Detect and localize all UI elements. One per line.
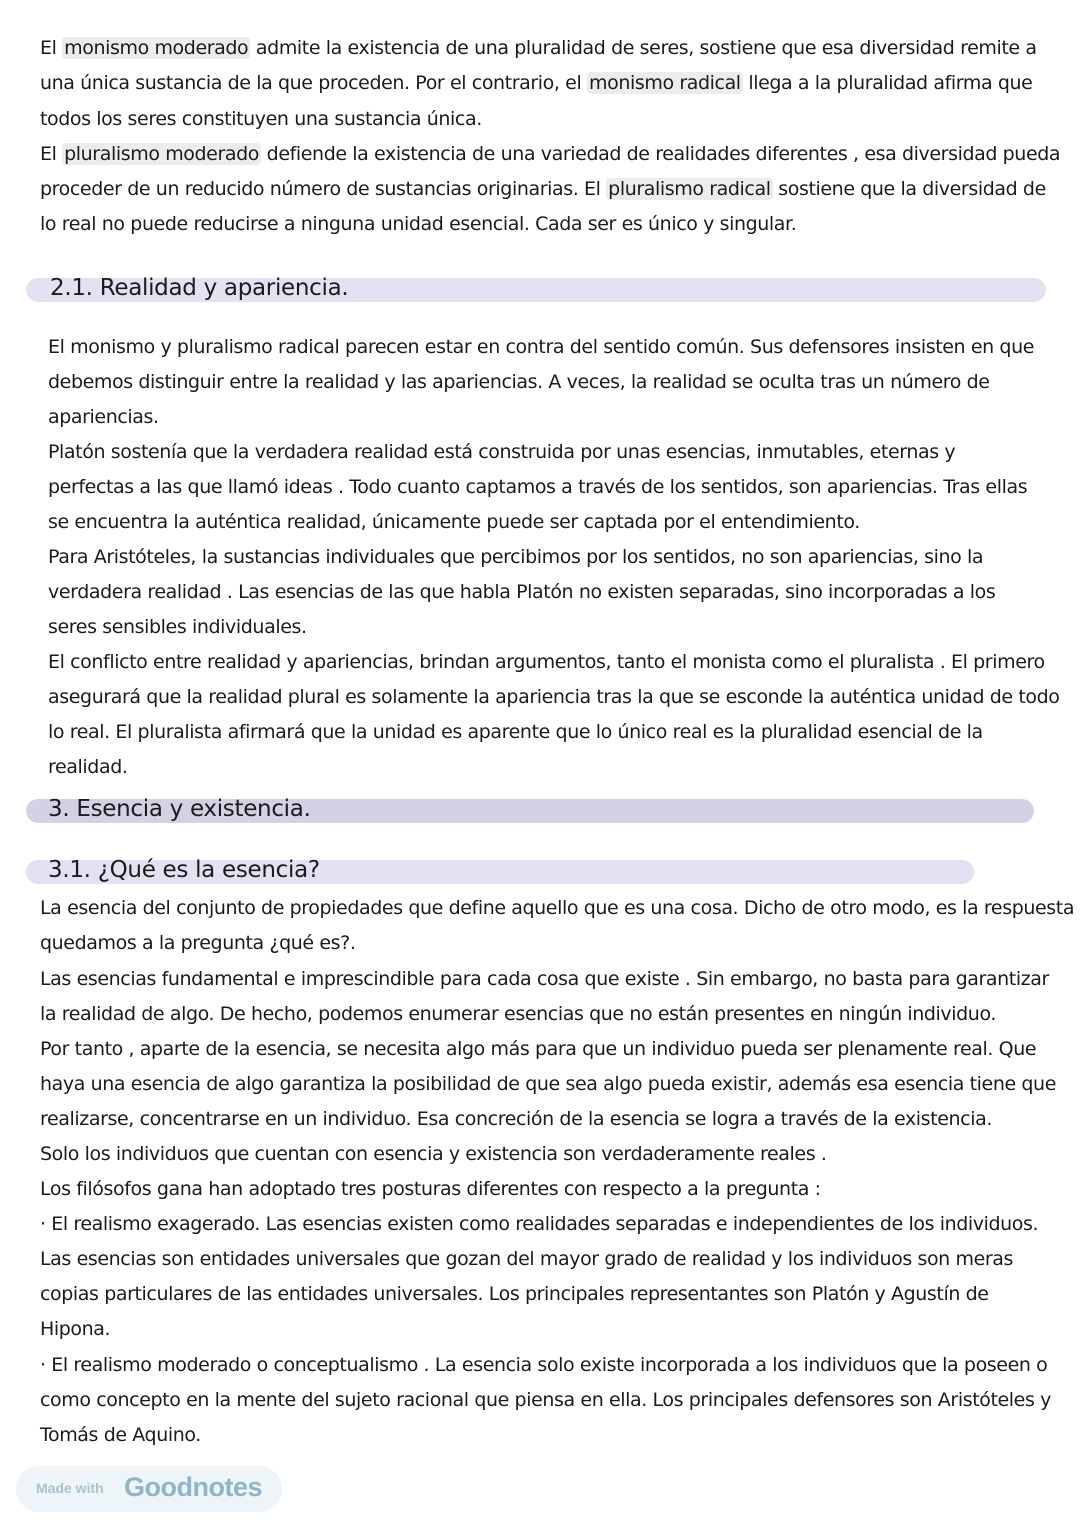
- goodnotes-logo: Goodnotes: [124, 1472, 262, 1502]
- s31-line: Hipona.: [40, 1318, 111, 1340]
- text: admite la existencia de una pluralidad de seres, sostiene que esa diversidad remite a: [250, 37, 1037, 59]
- intro-line-3: todos los seres constituyen una sustancia única.: [40, 108, 482, 130]
- text: proceder de un reducido número de sustancias originarias. El: [40, 178, 607, 200]
- s31-line: Por tanto , aparte de la esencia, se necesita algo más para que un individuo pueda ser plenamente real. Que: [40, 1038, 1037, 1060]
- s31-line: Las esencias fundamental e imprescindible para cada cosa que existe . Sin embargo, no basta para garantizar: [40, 968, 1049, 990]
- s31-line: Las esencias son entidades universales que gozan del mayor grado de realidad y los individuos son meras: [40, 1248, 1014, 1270]
- text: El: [40, 143, 63, 165]
- text: una única sustancia de la que proceden. Por el contrario, el: [40, 72, 587, 94]
- s31-line: la realidad de algo. De hecho, podemos enumerar esencias que no están presentes en ningún individuo.: [40, 1003, 996, 1025]
- s21-line: lo real. El pluralista afirmará que la unidad es aparente que lo único real es la pluralidad esencial de la: [48, 721, 983, 743]
- s21-line: seres sensibles individuales.: [48, 616, 307, 638]
- s21-line: Para Aristóteles, la sustancias individuales que percibimos por los sentidos, no son apariencias, sino la: [48, 546, 984, 568]
- s21-line: Platón sostenía que la verdadera realidad está construida por unas esencias, inmutables, eternas y: [48, 441, 956, 463]
- s31-line: · El realismo moderado o conceptualismo . La esencia solo existe incorporada a los individuos que la poseen o: [40, 1354, 1048, 1376]
- intro-line-4: [40, 141, 1060, 167]
- goodnotes-badge[interactable]: [16, 1466, 282, 1512]
- s21-line: asegurará que la realidad plural es solamente la apariencia tras la que se esconde la auténtica unidad de todo: [48, 686, 1060, 708]
- s31-line: realizarse, concentrarse en un individuo. Esa concreción de la esencia se logra a través de la existencia.: [40, 1108, 992, 1130]
- text: llega a la pluralidad afirma que: [742, 72, 1033, 94]
- heading-3-1: 3.1. ¿Qué es la esencia?: [48, 857, 320, 883]
- s21-line: verdadera realidad . Las esencias de las que habla Platón no existen separadas, sino incorporadas a los: [48, 581, 996, 603]
- term-pluralismo-radical: pluralismo radical: [608, 178, 771, 200]
- s31-line: quedamos a la pregunta ¿qué es?.: [40, 932, 356, 954]
- term-pluralismo-moderado: pluralismo moderado: [64, 143, 260, 165]
- s31-line: Tomás de Aquino.: [40, 1424, 201, 1446]
- s31-line: Solo los individuos que cuentan con esencia y existencia son verdaderamente reales .: [40, 1143, 827, 1165]
- s31-line: La esencia del conjunto de propiedades que define aquello que es una cosa. Dicho de otro modo, es la respuesta: [40, 897, 1075, 919]
- heading-3: 3. Esencia y existencia.: [48, 796, 311, 822]
- intro-line-5: [40, 176, 1046, 202]
- s21-line: se encuentra la auténtica realidad, únicamente puede ser captada por el entendimiento.: [48, 511, 860, 533]
- intro-line-2: [40, 70, 1032, 96]
- s21-line: El conflicto entre realidad y apariencias, brindan argumentos, tanto el monista como el pluralista . El primero: [48, 651, 1045, 673]
- s21-line: perfectas a las que llamó ideas . Todo cuanto captamos a través de los sentidos, son apariencias. Tras ellas: [48, 476, 1028, 498]
- s31-line: · El realismo exagerado. Las esencias existen como realidades separadas e independientes de los individuos.: [40, 1213, 1039, 1235]
- s31-line: Los filósofos gana han adoptado tres posturas diferentes con respecto a la pregunta :: [40, 1178, 821, 1200]
- made-with-label: Made with: [36, 1480, 104, 1496]
- s31-line: copias particulares de las entidades universales. Los principales representantes son Platón y Agustín de: [40, 1283, 989, 1305]
- intro-line-6: lo real no puede reducirse a ninguna unidad esencial. Cada ser es único y singular.: [40, 213, 797, 235]
- term-monismo-moderado: monismo moderado: [64, 37, 249, 59]
- s21-line: apariencias.: [48, 406, 159, 428]
- text: El: [40, 37, 63, 59]
- term-monismo-radical: monismo radical: [589, 72, 741, 94]
- text: sostiene que la diversidad de: [772, 178, 1046, 200]
- intro-line-1: [40, 35, 1037, 61]
- heading-2-1: 2.1. Realidad y apariencia.: [50, 275, 349, 301]
- s21-line: realidad.: [48, 756, 128, 778]
- text: defiende la existencia de una variedad de realidades diferentes , esa diversidad pueda: [261, 143, 1061, 165]
- s31-line: como concepto en la mente del sujeto racional que piensa en ella. Los principales defensores son Aristóteles y: [40, 1389, 1051, 1411]
- s21-line: debemos distinguir entre la realidad y las apariencias. A veces, la realidad se oculta tras un número de: [48, 371, 990, 393]
- s21-line: El monismo y pluralismo radical parecen estar en contra del sentido común. Sus defensores insisten en que: [48, 336, 1034, 358]
- s31-line: haya una esencia de algo garantiza la posibilidad de que sea algo pueda existir, además esa esencia tiene que: [40, 1073, 1056, 1095]
